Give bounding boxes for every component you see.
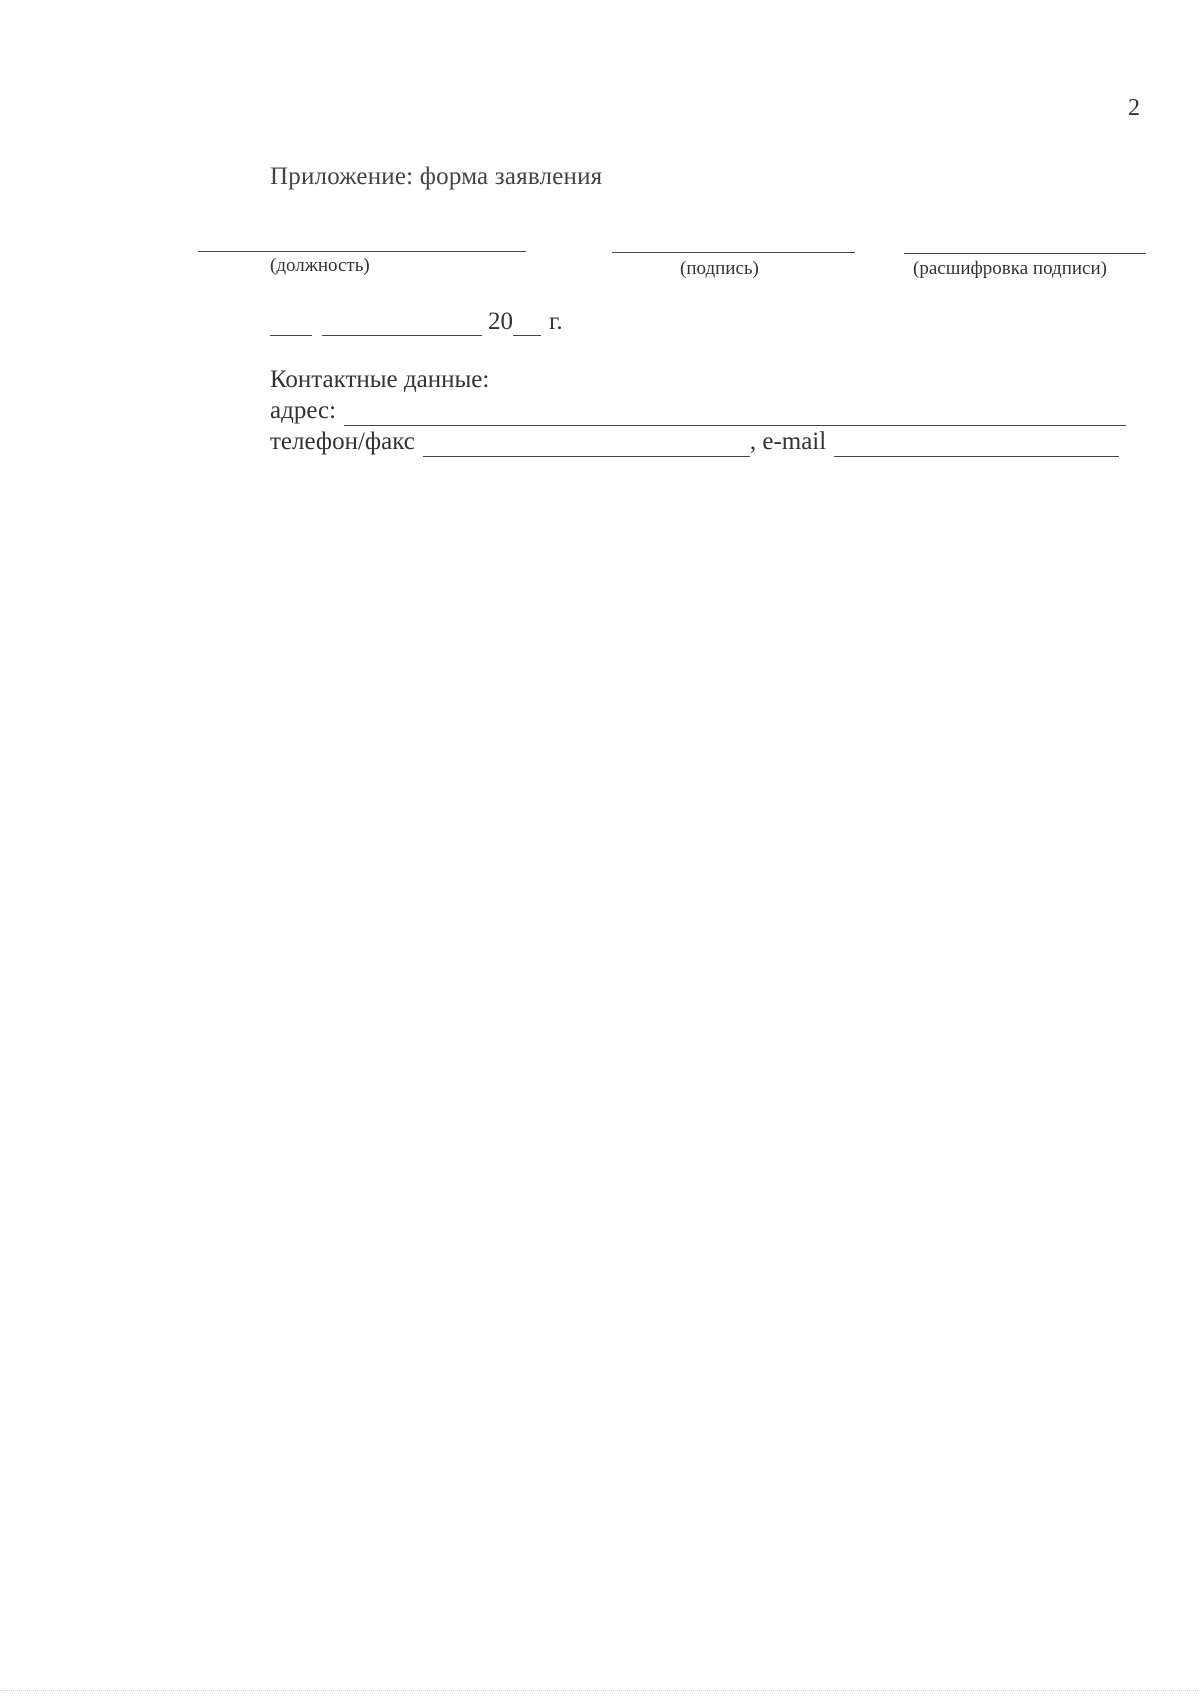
scan-edge bbox=[0, 1690, 1200, 1691]
phone-label: телефон/факс bbox=[270, 428, 415, 455]
phone-field[interactable] bbox=[423, 434, 750, 457]
signature-line[interactable] bbox=[612, 252, 855, 253]
day-blank[interactable] bbox=[270, 315, 312, 336]
month-blank[interactable] bbox=[322, 315, 482, 336]
position-caption: (должность) bbox=[270, 255, 370, 276]
contacts-heading-row bbox=[270, 364, 1126, 395]
decryption-caption: (расшифровка подписи) bbox=[913, 258, 1107, 279]
phone-email-row bbox=[270, 426, 1126, 457]
contacts-heading: Контактные данные: bbox=[270, 366, 490, 393]
address-row bbox=[270, 395, 1126, 426]
year-suffix: г. bbox=[549, 308, 563, 335]
address-label: адрес: bbox=[270, 397, 337, 424]
decryption-line[interactable] bbox=[904, 253, 1146, 254]
signature-caption: (подпись) bbox=[680, 258, 759, 279]
email-field[interactable] bbox=[834, 434, 1119, 457]
page-number: 2 bbox=[1128, 95, 1140, 121]
attachment-note: Приложение: форма заявления bbox=[270, 163, 603, 190]
email-label: , e-mail bbox=[749, 428, 827, 455]
position-line[interactable] bbox=[198, 251, 526, 252]
date-row bbox=[270, 308, 563, 336]
contacts-block bbox=[270, 364, 1126, 457]
year-prefix: 20 bbox=[488, 308, 513, 335]
year-blank[interactable] bbox=[513, 315, 541, 336]
address-field[interactable] bbox=[344, 403, 1126, 426]
